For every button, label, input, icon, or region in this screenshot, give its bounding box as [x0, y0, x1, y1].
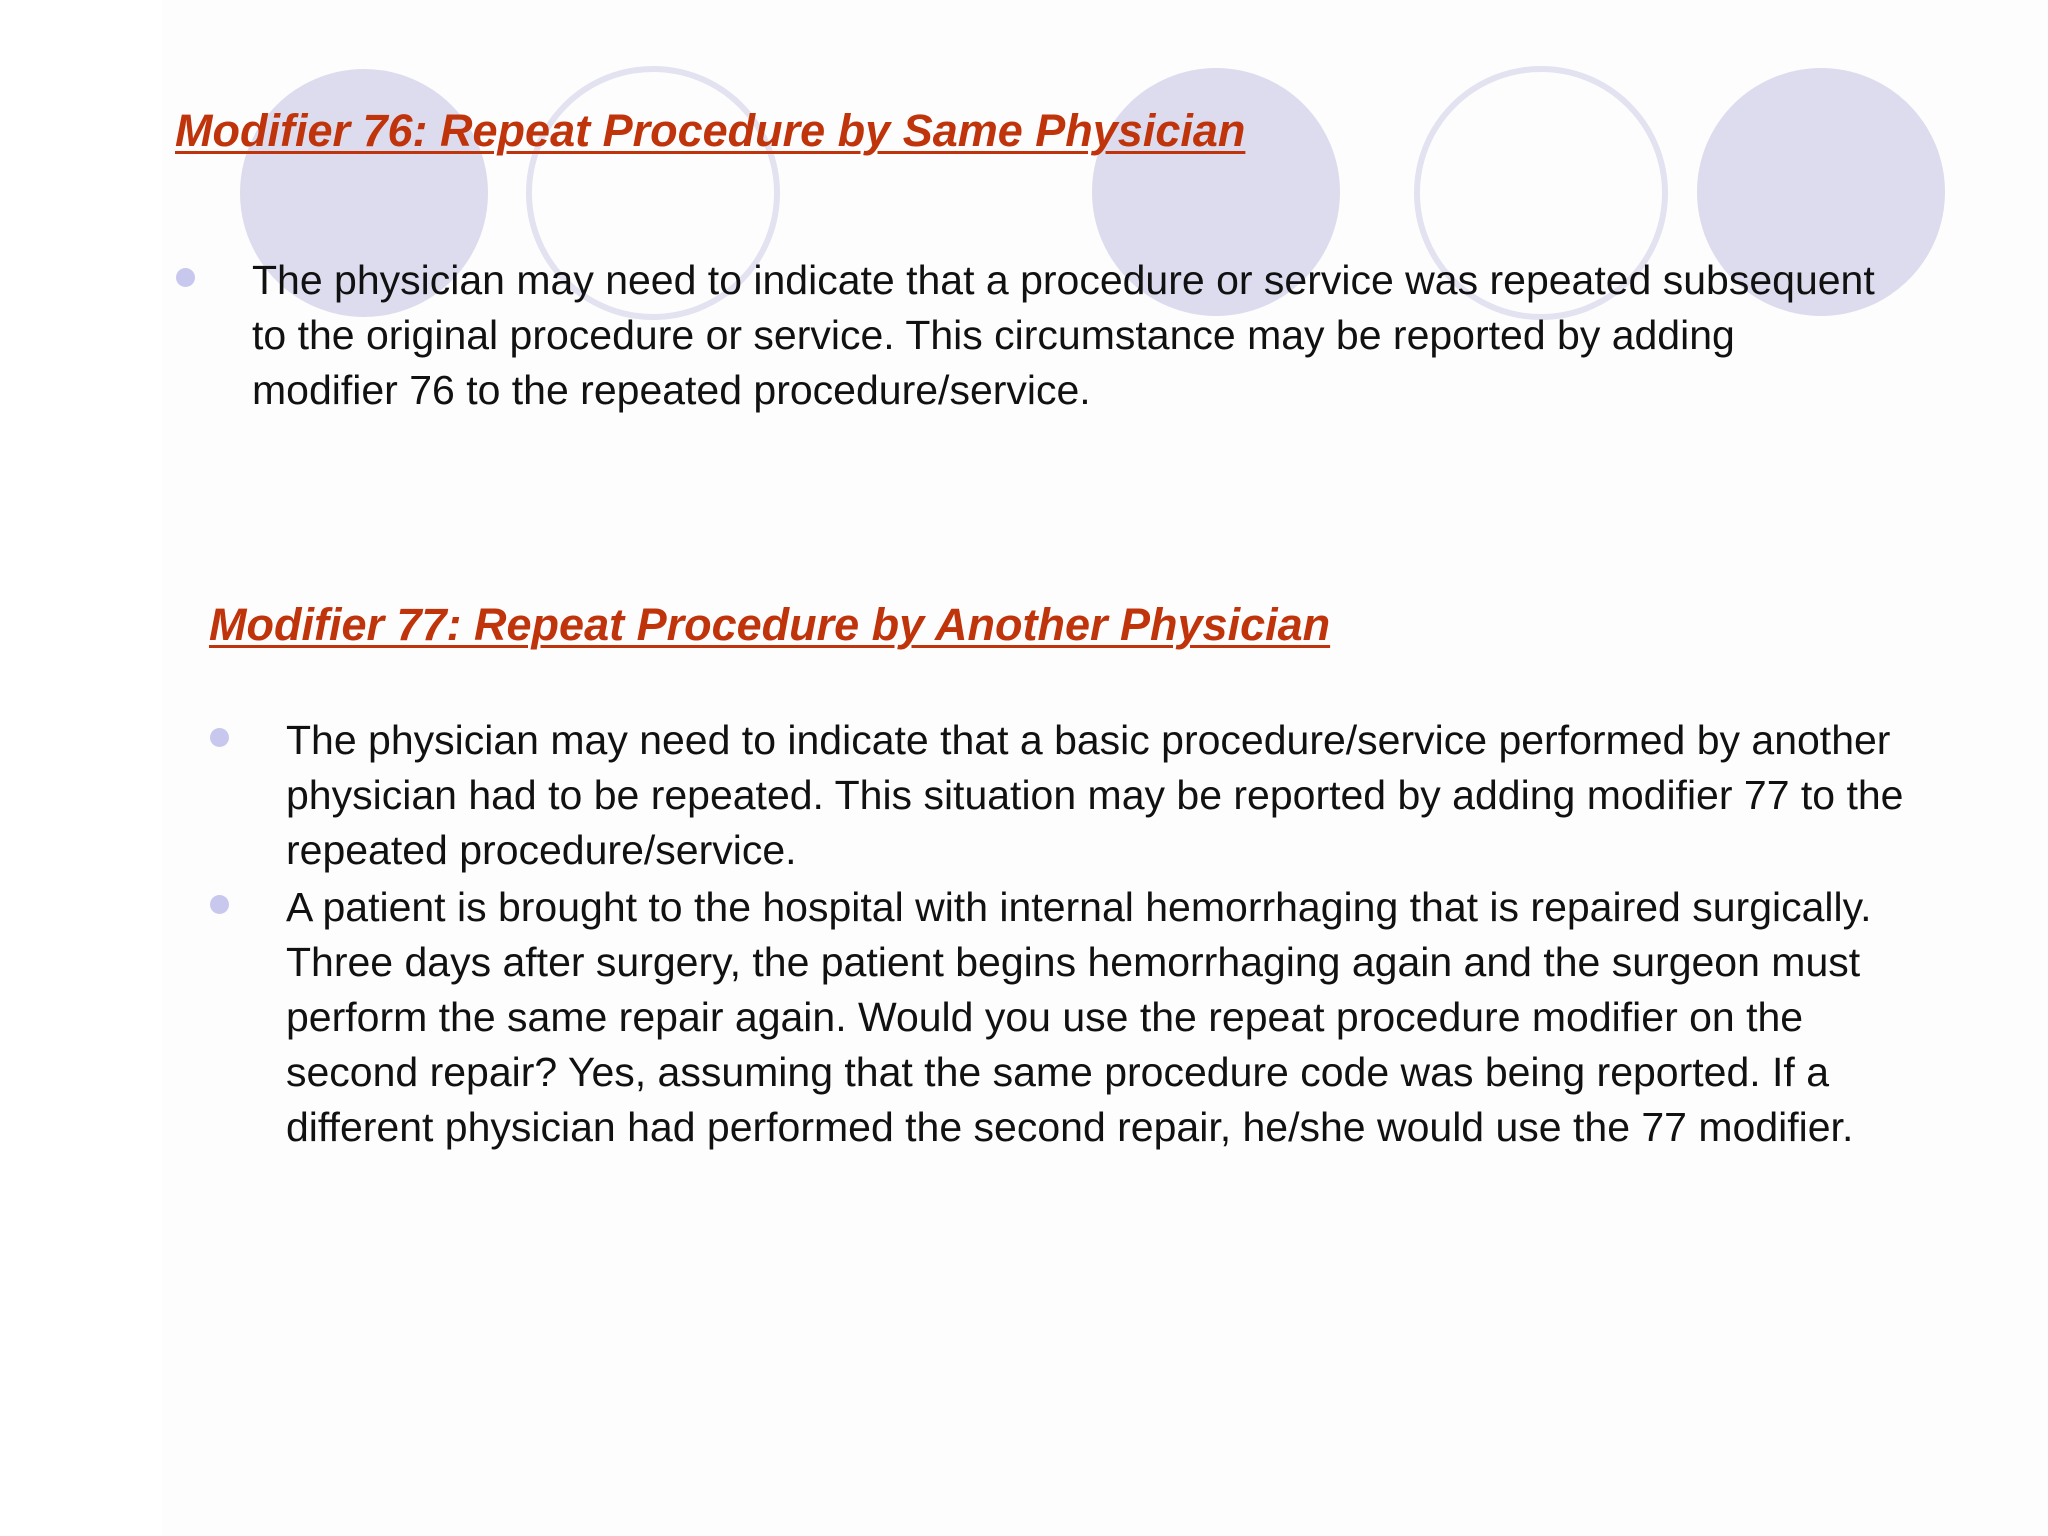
bullet-dot-icon [176, 268, 195, 287]
section-heading-modifier-76: Modifier 76: Repeat Procedure by Same Physician [175, 105, 1246, 156]
section-heading-modifier-77: Modifier 77: Repeat Procedure by Another Physician [209, 599, 1331, 650]
bullet-item [210, 880, 1930, 1155]
bullet-item [176, 253, 1876, 418]
bullet-text: The physician may need to indicate that a procedure or service was repeated subsequent to the original procedure or service. This circumstance may be reported by adding modifier 76 to the repeated procedure/service. [252, 257, 1875, 413]
section-bullets-modifier-76 [176, 253, 1876, 418]
bullet-item [210, 713, 1930, 878]
bullet-text: A patient is brought to the hospital with internal hemorrhaging that is repaired surgically. Three days after surgery, the patient begins hemorrhaging again and the surgeon must perform the same repair again. Would you use the repeat procedure modifier on the second repair? Yes, assuming that the same procedure code was being reported. If a different physician had performed the second repair, he/she would use the 77 modifier. [286, 884, 1872, 1150]
bullet-dot-icon [210, 728, 229, 747]
bullet-text: The physician may need to indicate that a basic procedure/service performed by another physician had to be repeated. This situation may be reported by adding modifier 77 to the repeated procedure/service. [286, 717, 1904, 873]
bullet-dot-icon [210, 895, 229, 914]
section-bullets-modifier-77 [210, 713, 1930, 1155]
slide-left-band [0, 0, 162, 1536]
